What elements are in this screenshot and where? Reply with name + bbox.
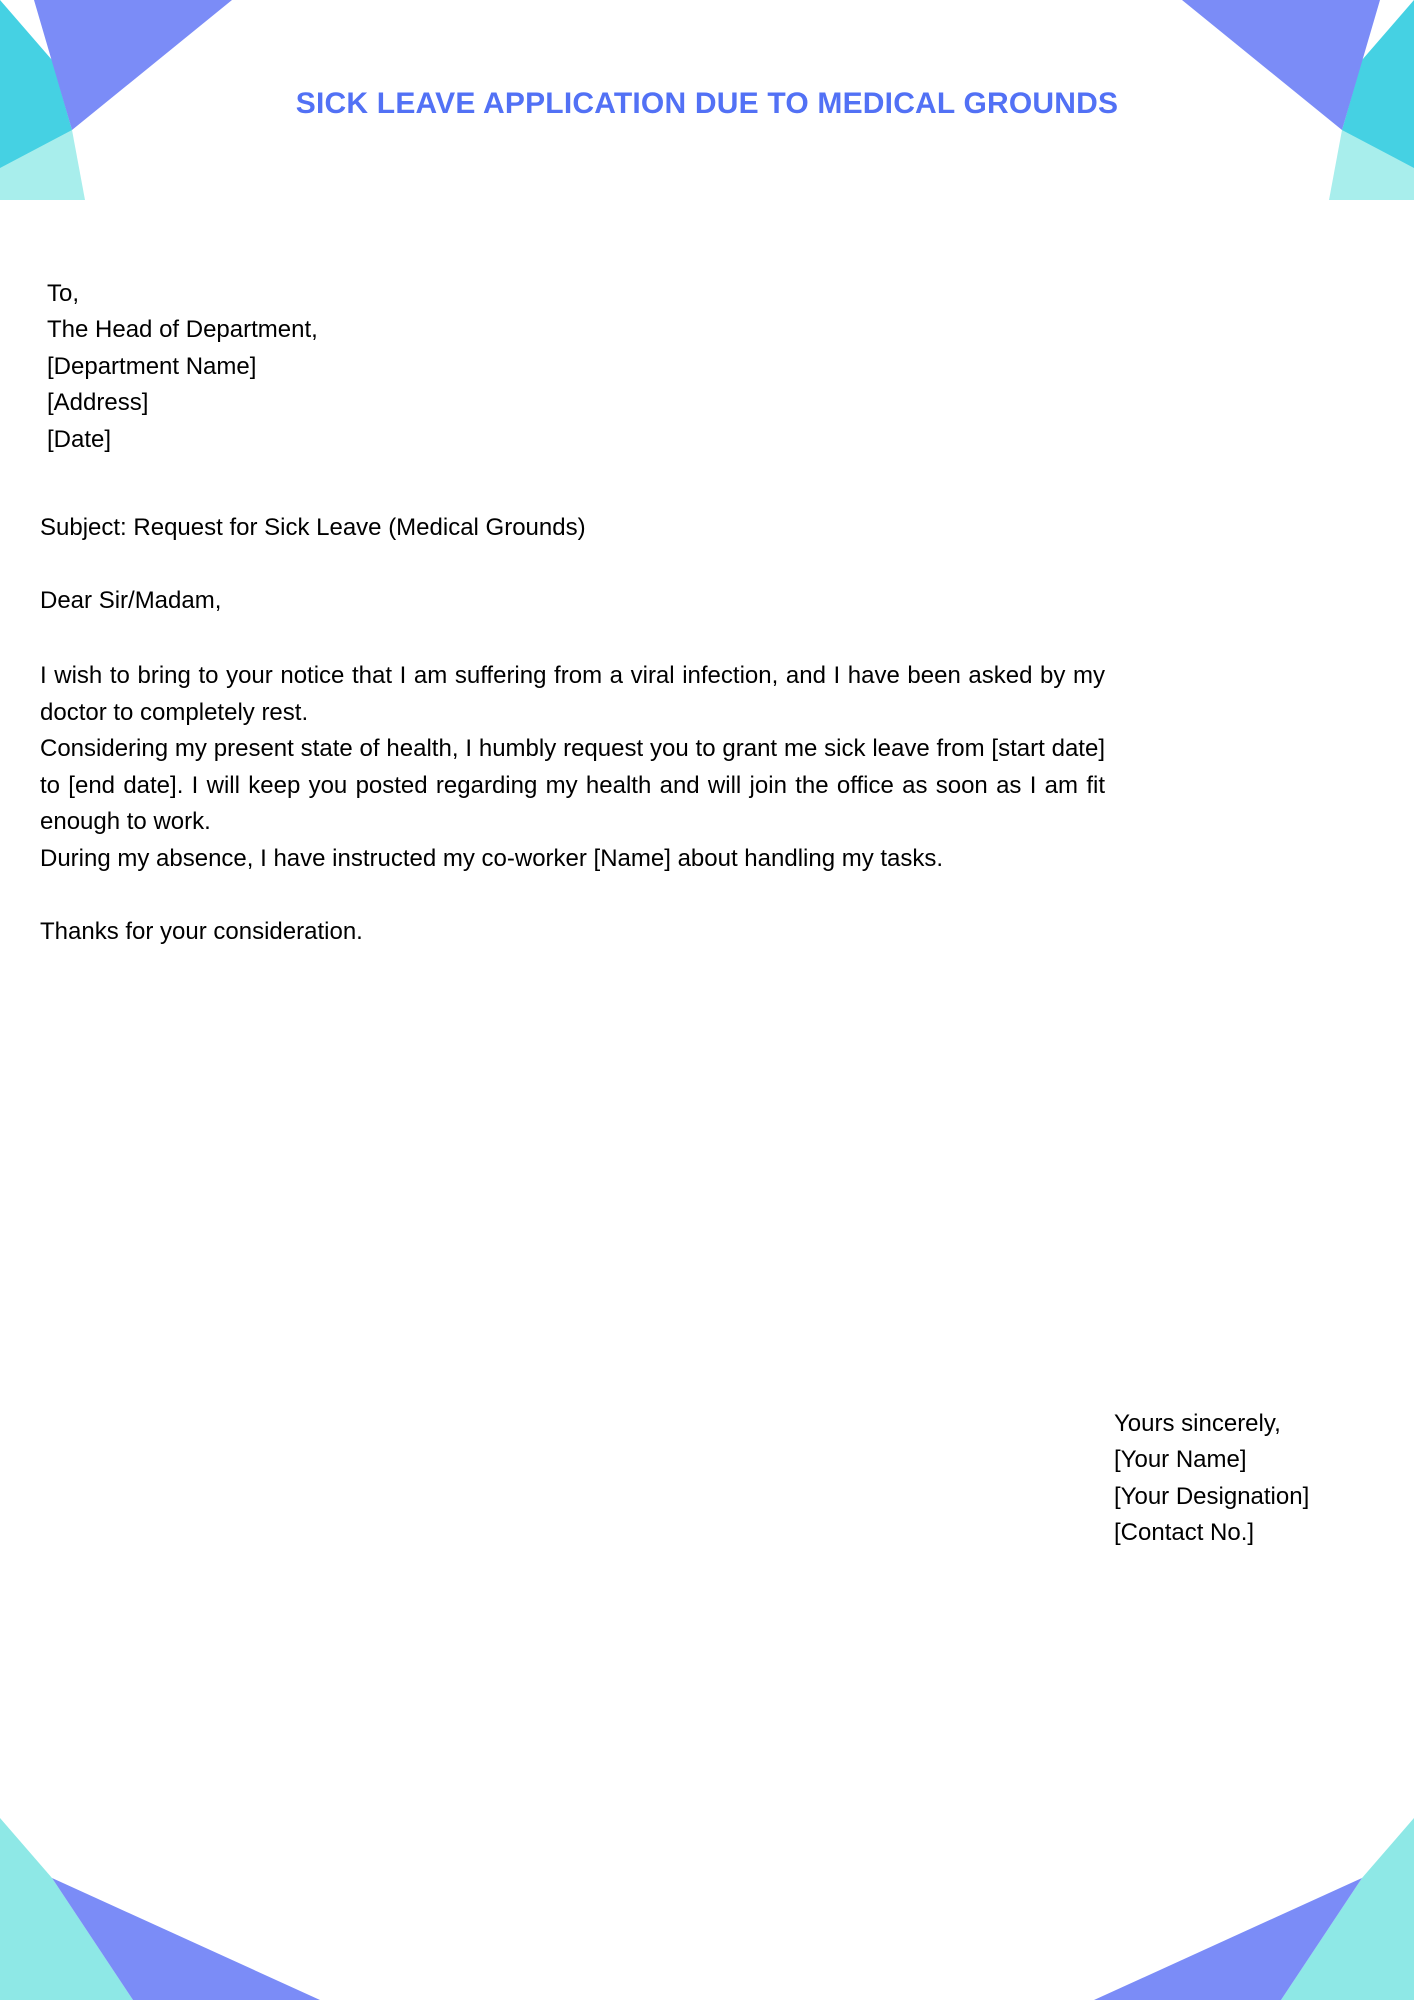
recipient-line-head-of-department: The Head of Department, (47, 316, 318, 344)
document-title: SICK LEAVE APPLICATION DUE TO MEDICAL GROUNDS (295, 87, 1119, 121)
signature-line-contact-no: [Contact No.] (1114, 1519, 1255, 1547)
signature-line-yours-sincerely: Yours sincerely, (1114, 1410, 1281, 1437)
recipient-address-block (40, 276, 1105, 458)
closing-thanks: Thanks for your consideration. (40, 918, 363, 946)
body-paragraphs (40, 658, 1105, 877)
signature-block (1114, 1406, 1374, 1552)
decor-corner-bottom-right (1014, 1740, 1414, 2000)
decor-corner-bottom-left (0, 1740, 400, 2000)
signature-line-your-designation: [Your Designation] (1114, 1482, 1310, 1510)
letter-body (40, 276, 1105, 951)
recipient-line-department-name: [Department Name] (47, 352, 257, 380)
signature-line-your-name: [Your Name] (1114, 1446, 1247, 1474)
recipient-line-to: To, (47, 280, 80, 307)
recipient-line-address: [Address] (47, 389, 149, 417)
body-paragraph-3: During my absence, I have instructed my co-worker [Name] about handling my tasks. (40, 844, 944, 872)
body-paragraph-1: I wish to bring to your notice that I am suffering from a viral infection, and I have been asked by my doctor to completely rest. (40, 662, 1105, 726)
salutation-line: Dear Sir/Madam, (40, 586, 222, 614)
body-paragraph-2: Considering my present state of health, I humbly request you to grant me sick leave from [start date] to [end date]. I will keep you posted regarding my health and will join the office as soon as I am fit enough to work. (40, 735, 1105, 836)
recipient-line-date: [Date] (47, 425, 112, 453)
subject-line: Subject: Request for Sick Leave (Medical Grounds) (40, 514, 586, 542)
